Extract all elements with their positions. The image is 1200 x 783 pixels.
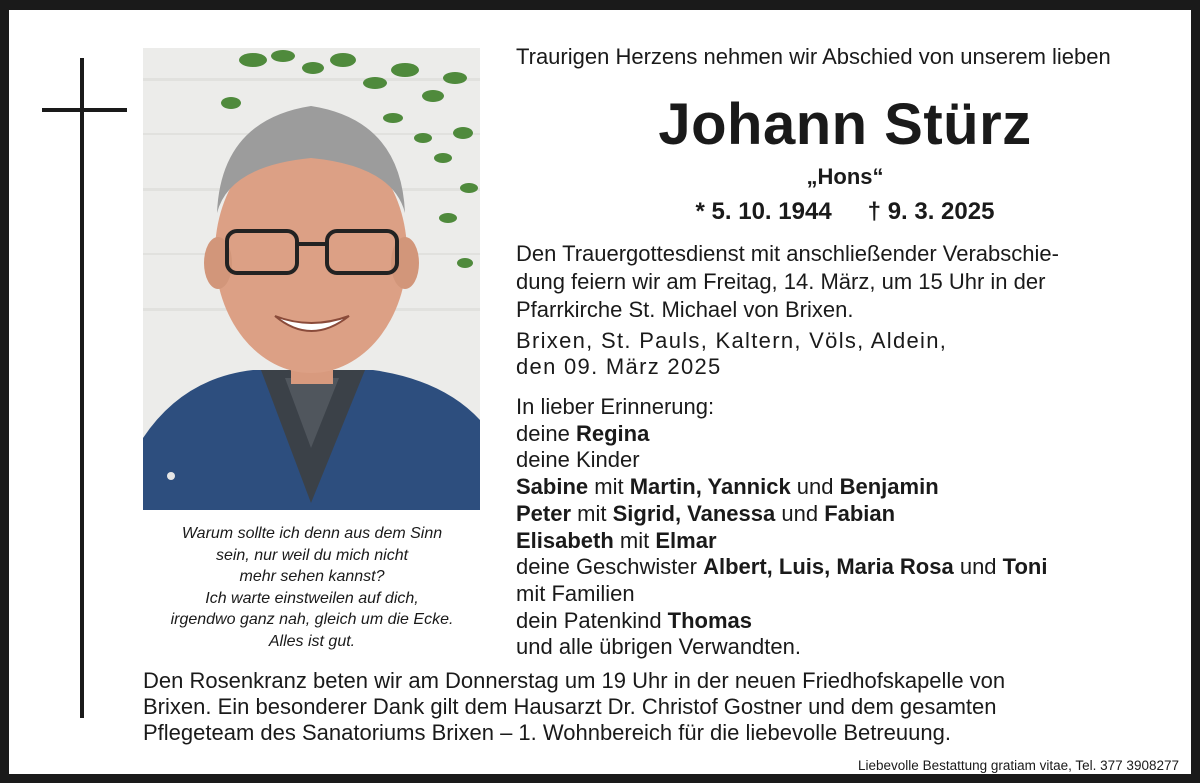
deceased-name: Johann Stürz <box>658 92 1032 157</box>
mourners-line: mit Familien <box>516 580 635 606</box>
poem-line: sein, nur weil du mich nicht <box>215 546 409 564</box>
intro-text: Traurigen Herzens nehmen wir Abschied von unserem lieben <box>516 44 1111 69</box>
place-and-date <box>516 328 1181 380</box>
service-line: Pfarrkirche St. Michael von Brixen. <box>516 297 854 322</box>
mourners-list <box>516 394 1181 661</box>
mourners-line: Sabine mit Martin, Yannick und Benjamin <box>516 474 939 500</box>
mourners-line: deine Kinder <box>516 447 640 473</box>
mourners-heading: In lieber Erinnerung: <box>516 394 715 419</box>
funeral-home-credit: Liebevolle Bestattung gratiam vitae, Tel. 377 3908277 <box>858 758 1179 773</box>
bottom-line: Den Rosenkranz beten wir am Donnerstag um 19 Uhr in der neuen Friedhofskapelle von <box>143 668 1006 693</box>
mourners-line: deine Geschwister Albert, Luis, Maria Rosa und Toni <box>516 554 1048 580</box>
place-line: Brixen, St. Pauls, Kaltern, Völs, Aldein, <box>516 328 948 353</box>
memorial-poem <box>139 523 485 652</box>
life-dates <box>516 198 1174 226</box>
poem-line: Ich warte einstweilen auf dich, <box>205 589 419 607</box>
poem-line: mehr sehen kannst? <box>239 568 385 585</box>
cross-icon <box>80 58 84 718</box>
service-line: dung feiern wir am Freitag, 14. März, um 15 Uhr in der <box>516 269 1046 294</box>
nickname: „Hons“ <box>806 164 884 189</box>
mourners-line: Elisabeth mit Elmar <box>516 527 717 553</box>
funeral-service-text <box>516 240 1181 324</box>
service-line: Den Trauergottesdienst mit anschließender Verabschie- <box>516 241 1059 266</box>
birth-date: * 5. 10. 1944 <box>695 198 832 225</box>
poem-line: irgendwo ganz nah, gleich um die Ecke. <box>170 611 454 628</box>
mourners-line: dein Patenkind Thomas <box>516 607 753 633</box>
mourners-line: und alle übrigen Verwandten. <box>516 634 801 660</box>
poem-line: Alles ist gut. <box>268 632 356 650</box>
death-date: † 9. 3. 2025 <box>867 198 995 225</box>
mourners-line: Peter mit Sigrid, Vanessa und Fabian <box>516 500 896 526</box>
place-line: den 09. März 2025 <box>516 354 722 379</box>
bottom-line: Pflegeteam des Sanatoriums Brixen – 1. Wohnbereich für die liebevolle Betreuung. <box>143 720 951 745</box>
mourners-line: deine Regina <box>516 420 650 446</box>
portrait-photo <box>143 48 480 510</box>
bottom-line: Brixen. Ein besonderer Dank gilt dem Hausarzt Dr. Christof Gostner und dem gesamten <box>143 694 997 719</box>
poem-line: Warum sollte ich denn aus dem Sinn <box>181 525 443 542</box>
cross-icon-bar <box>42 108 127 112</box>
rosary-and-thanks <box>143 668 1183 746</box>
